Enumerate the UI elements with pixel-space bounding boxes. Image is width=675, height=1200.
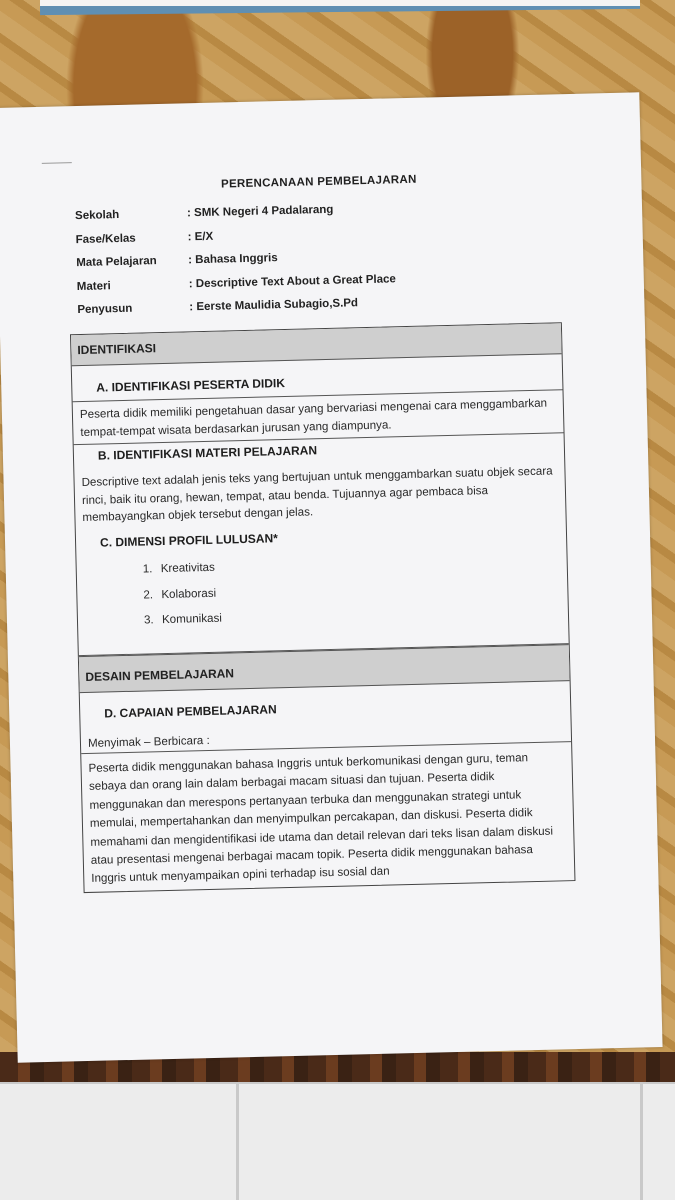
paper-edge-top: [40, 0, 640, 6]
section-heading-desain: DESAIN PEMBELAJARAN: [79, 644, 570, 693]
section-heading-identifikasi: IDENTIFIKASI: [71, 323, 562, 366]
subsection-d-title: D. CAPAIAN PEMBELAJARAN: [104, 702, 277, 721]
pen-mark: [42, 162, 72, 164]
tile-grout: [0, 1082, 675, 1084]
list-number: 2.: [143, 587, 154, 602]
list-number: 1.: [142, 562, 153, 576]
subsection-a-text: Peserta didik memiliki pengetahuan dasar yang bervariasi mengenai cara menggambarkan tempat-tempat wisata berdasarkan jurusan yang diampunya.: [79, 396, 548, 439]
subsection-d-subtitle: Menyimak – Berbicara :: [87, 733, 210, 750]
document-title: PERENCANAAN PEMBELAJARAN: [220, 173, 417, 191]
meta-label: Sekolah: [74, 209, 120, 223]
list-item: [143, 561, 222, 588]
document-page: [0, 92, 663, 1062]
meta-label: Fase/Kelas: [75, 232, 136, 246]
meta-value: : SMK Negeri 4 Padalarang: [186, 203, 334, 220]
meta-value: : E/X: [187, 230, 214, 243]
document-meta: [75, 202, 397, 327]
list-item: [143, 586, 222, 613]
tile-grout: [640, 1082, 643, 1200]
meta-label: Penyusun: [77, 302, 133, 317]
lesson-plan-table: [70, 322, 576, 893]
list-text: Kolaborasi: [161, 586, 217, 601]
meta-label: Materi: [76, 279, 111, 293]
floor-tiles: [0, 1082, 675, 1200]
tile-grout: [236, 1082, 239, 1200]
subsection-d-text: Peserta didik menggunakan bahasa Inggris untuk berkomunikasi dengan guru, teman sebaya dan orang lain dalam berbagai macam situasi dan tujuan. Peserta didik menggunakan dan merespons pertanyaan terbuka dan menggunakan strategi untuk memulai, mempertahankan dan menyimpulkan percakapan, dan diskusi. Peserta didik memahami dan mengidentifikasi ide utama dan detail relevan dari teks lisan dalam diskusi atau presentasi mengenai berbagai macam topik. Peserta didik menggunakan bahasa Inggris untuk menyampaikan opini terhadap isu sosial dan: [88, 751, 554, 886]
list-text: Komunikasi: [161, 611, 223, 627]
meta-value: : Eerste Maulidia Subagio,S.Pd: [189, 297, 359, 314]
list-number: 3.: [143, 613, 154, 627]
subsection-a-title: A. IDENTIFIKASI PESERTA DIDIK: [96, 376, 286, 395]
subsection-c-title: C. DIMENSI PROFIL LULUSAN*: [99, 531, 278, 550]
list-text: Kreativitas: [160, 560, 216, 576]
subsection-b-text: Descriptive text adalah jenis teks yang bertujuan untuk menggambarkan suatu objek secara rinci, baik itu orang, hewan, tempat, atau benda. Tujuannya agar pembaca bisa membayangkan objek tersebut dengan jelas.: [81, 464, 553, 525]
meta-value: : Bahasa Inggris: [188, 252, 278, 267]
list-item: [144, 612, 223, 639]
profile-dimension-list: [143, 561, 223, 639]
meta-label: Mata Pelajaran: [76, 255, 157, 270]
subsection-b-title: B. IDENTIFIKASI MATERI PELAJARAN: [97, 443, 318, 463]
meta-value: : Descriptive Text About a Great Place: [188, 272, 396, 290]
